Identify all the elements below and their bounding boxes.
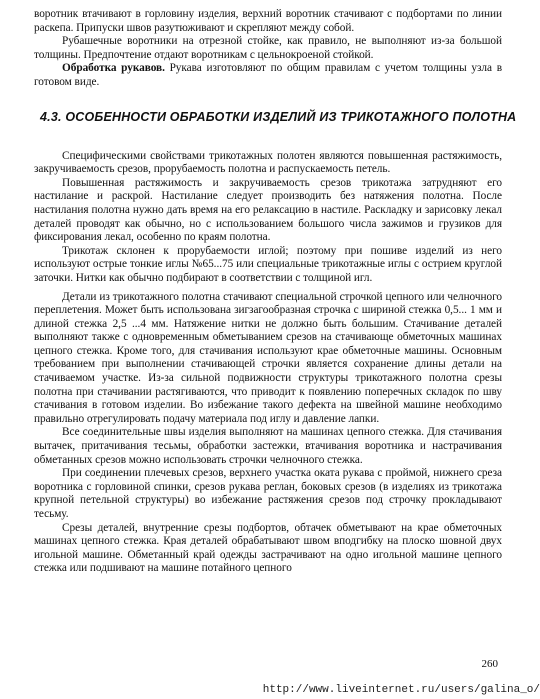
- paragraph-stitching: Детали из трикотажного полотна стачивают специальной строчкой цепного или челночного переплетения. Может быть использована зигзагообразная строчка с шириной стежка 0,5... 1 мм и длиной стежка 2,5 ...4 мм. Натяжение нитки не должно быть большим. Стачивание деталей выполняют также с одновременным обметыванием срезов на стачивающе обметочных машинах цепного стежка. Кроме того, для стачивания используют крае обметочные машины. Основным требованием при выполнении стачивающей строчки является сохранение длины детали на стачиваемом участке. Из-за сильной подвижности структуры трикотажного полотна срезы полотна при стачивании растягиваются, что приводит к появлению поперечных складок по шву стачивания в готовом изделии. Во избежание такого дефекта на швейной машине необходимо правильно отрегулировать подачу материала под иглу и давление лапки.: [34, 290, 502, 425]
- paragraph-sleeves: [34, 62, 502, 89]
- paragraph-properties: Специфическими свойствами трикотажных полотен являются повышенная растяжимость, закручиваемость срезов, прорубаемость полотна и распускаемость петель.: [34, 149, 502, 176]
- paragraph-needles: Трикотаж склонен к прорубаемости иглой; поэтому при пошиве изделий из него используют острые тонкие иглы №65...75 или специальные трикотажные иглы с острием круглой заточки. Нитки как обычно подбирают в соответствии с толщиной игл.: [34, 244, 502, 284]
- section-heading: 4.3. ОСОБЕННОСТИ ОБРАБОТКИ ИЗДЕЛИЙ ИЗ ТРИКОТАЖНОГО ПОЛОТНА: [40, 109, 517, 124]
- document-page: [34, 8, 517, 576]
- sleeve-text: Рукава изготовляют по общим правилам с учетом толщины узла в готовом виде.: [34, 62, 502, 88]
- paragraph-stretch: Повышенная растяжимость и закручиваемость срезов трикотажа затрудняют его настилание и раскрой. Настилание следует производить без натяжения полотна. После настилания полотна нужно дать время на его релаксацию в настиле. Раскладку и зарисовку лекал деталей проводят как обычно, но с использованием большого числа зажимов и грузиков для фиксирования лекал, особенно по краям полотна.: [34, 176, 502, 244]
- watermark-url: http://www.liveinternet.ru/users/galina_o/: [262, 684, 540, 696]
- paragraph-tape: При соединении плечевых срезов, верхнего участка оката рукава с проймой, нижнего среза воротника с горловиной спинки, срезов рукава реглан, боковых срезов (в изделиях из трикотажа крупной петельной структуры) во избежание растяжения срезов под строчку прокладывают тесьму.: [34, 467, 502, 520]
- paragraph-collar-end: воротник втачивают в горловину изделия, верхний воротник стачивают с подбортами по линии раскепа. Припуски швов разутюживают и скрепляют между собой.: [34, 8, 502, 34]
- paragraph-seams: Все соединительные швы изделия выполняют на машинах цепного стежка. Для стачивания вытачек, притачивания тесьмы, обработки застежки, втачивания воротника и настрачивания обметанных срезов можно использовать строчки челночного стежка.: [34, 426, 502, 466]
- paragraph-shirt-collars: Рубашечные воротники на отрезной стойке, как правило, не выполняют из-за большой толщины. Предпочтение отдают воротникам с цельнокроеной стойкой.: [34, 35, 502, 61]
- page-number: 260: [481, 658, 498, 670]
- sleeve-lead: Обработка рукавов.: [62, 62, 165, 75]
- paragraph-edges: Срезы деталей, внутренние срезы подбортов, обтачек обметывают на крае обметочных машинах цепного стежка. Края деталей обрабатывают швом вподгибку на плоско шовной двух игольной машине. Обметанный край одежды застрачивают на одно игольной машине цепного стежка или подшивают на машине потайного цепного: [34, 521, 502, 575]
